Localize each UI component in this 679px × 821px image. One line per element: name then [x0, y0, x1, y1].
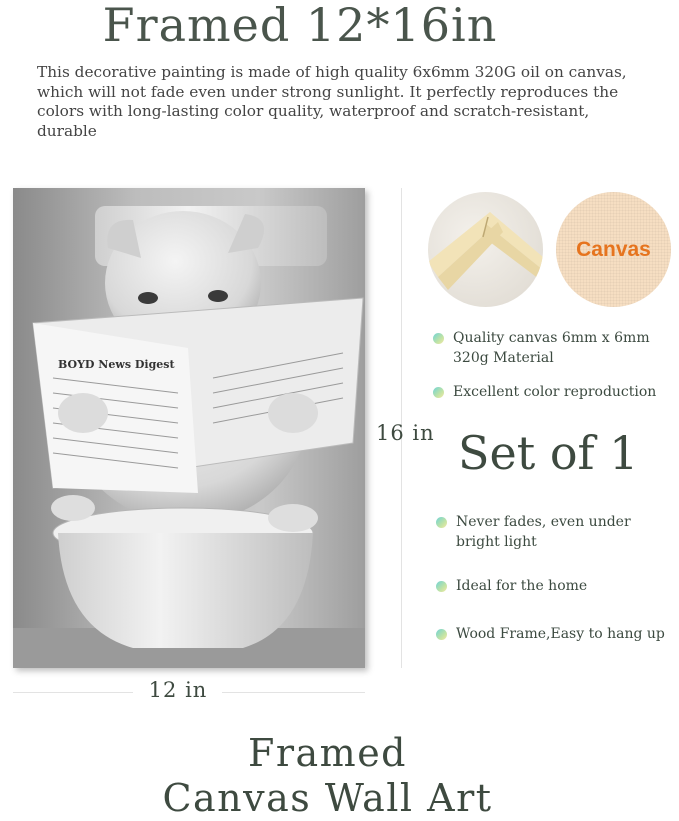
bulldog-illustration — [13, 188, 365, 668]
canvas-label: Canvas — [576, 237, 651, 261]
feature-item — [436, 512, 636, 552]
feature-item — [433, 382, 668, 402]
bulldog-painting — [13, 188, 365, 668]
footer-title-line1: Framed — [247, 731, 408, 775]
feature-item — [436, 624, 676, 644]
product-description: This decorative painting is made of high quality 6x6mm 320G oil on canvas, which will not fade even under strong sunlight. It perfectly reproduces the colors with long-lasting color quality, waterproof and scratch-resistant, durable — [37, 63, 627, 140]
bullet-icon — [436, 629, 447, 640]
feature-item — [436, 576, 666, 596]
feature-text: Never fades, even under bright light — [456, 514, 631, 550]
footer-title-line2: Canvas Wall Art — [162, 776, 493, 820]
bullet-icon — [433, 333, 444, 344]
page-title: Framed 12*16in — [102, 0, 498, 52]
feature-text: Excellent color reproduction — [453, 384, 657, 400]
width-dimension-line-left — [13, 692, 133, 693]
set-title: Set of 1 — [458, 426, 639, 480]
height-label: 16 in — [376, 421, 435, 445]
width-label: 12 in — [138, 678, 218, 702]
feature-text: Quality canvas 6mm x 6mm 320g Material — [453, 330, 650, 366]
bullet-icon — [436, 581, 447, 592]
bullet-icon — [436, 517, 447, 528]
footer-title — [100, 731, 555, 821]
canvas-texture-image — [556, 192, 671, 307]
frame-corner-image — [428, 192, 543, 307]
feature-item — [433, 328, 668, 368]
feature-text: Wood Frame,Easy to hang up — [456, 626, 665, 642]
width-dimension-line-right — [222, 692, 365, 693]
newspaper-headline: BOYD News Digest — [58, 358, 175, 371]
feature-text: Ideal for the home — [456, 578, 588, 594]
bullet-icon — [433, 387, 444, 398]
